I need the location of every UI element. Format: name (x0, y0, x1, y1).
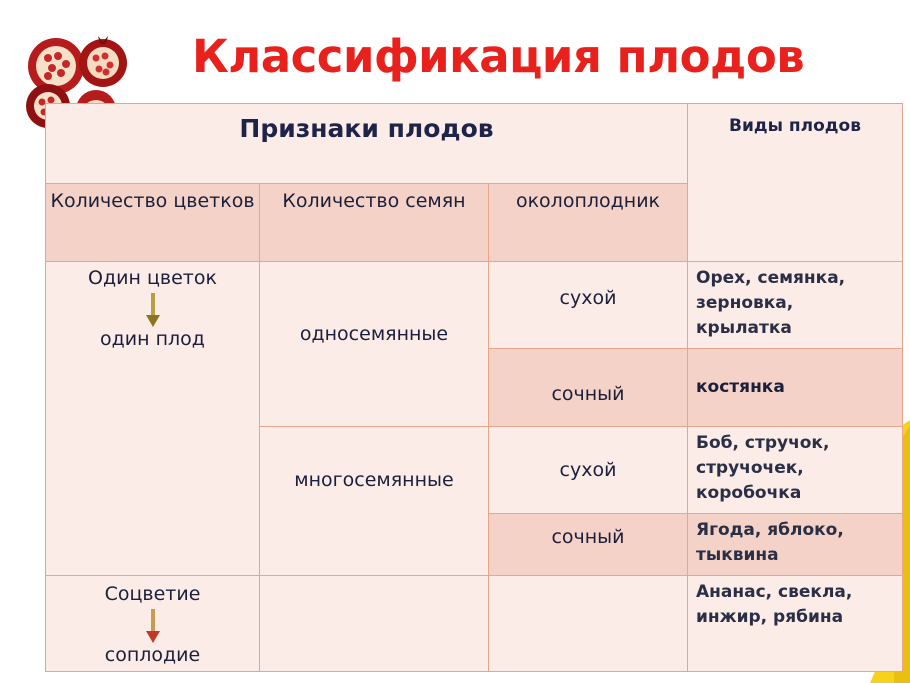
arrow-down-icon (146, 609, 160, 643)
column-flowers-count: Количество цветков (46, 184, 260, 262)
one-flower-cell (46, 262, 260, 576)
fruit-type-4: Ягода, яблоко, тыквина (688, 514, 903, 576)
arrow-down-icon (146, 293, 160, 327)
infructescence-label: соплодие (104, 644, 201, 666)
page-title: Классификация плодов (192, 30, 805, 83)
header-fruit-types: Виды плодов (688, 104, 903, 262)
one-fruit-label: один плод (100, 328, 205, 350)
header-features: Признаки плодов (46, 104, 688, 184)
column-pericarp: околоплодник (489, 184, 688, 262)
inflorescence-label: Соцветие (104, 583, 201, 605)
empty-pericarp-cell (489, 576, 688, 672)
inflorescence-cell (46, 576, 260, 672)
fruit-type-3: Боб, стручок, стручочек, коробочка (688, 427, 903, 514)
pericarp-dry-2: сухой (489, 427, 688, 514)
fruit-type-1: Орех, семянка, зерновка, крылатка (688, 262, 903, 349)
column-seeds-count: Количество семян (260, 184, 489, 262)
pericarp-juicy-2: сочный (489, 514, 688, 576)
pericarp-juicy-1: сочный (489, 349, 688, 427)
classification-table (45, 103, 903, 672)
empty-seeds-cell (260, 576, 489, 672)
many-seed-cell: многосемянные (260, 427, 489, 576)
pericarp-dry-1: сухой (489, 262, 688, 349)
one-seed-cell: односемянные (260, 262, 489, 427)
fruit-type-2: костянка (688, 349, 903, 427)
fruit-type-5: Ананас, свекла, инжир, рябина (688, 576, 903, 672)
one-flower-label: Один цветок (88, 267, 217, 289)
